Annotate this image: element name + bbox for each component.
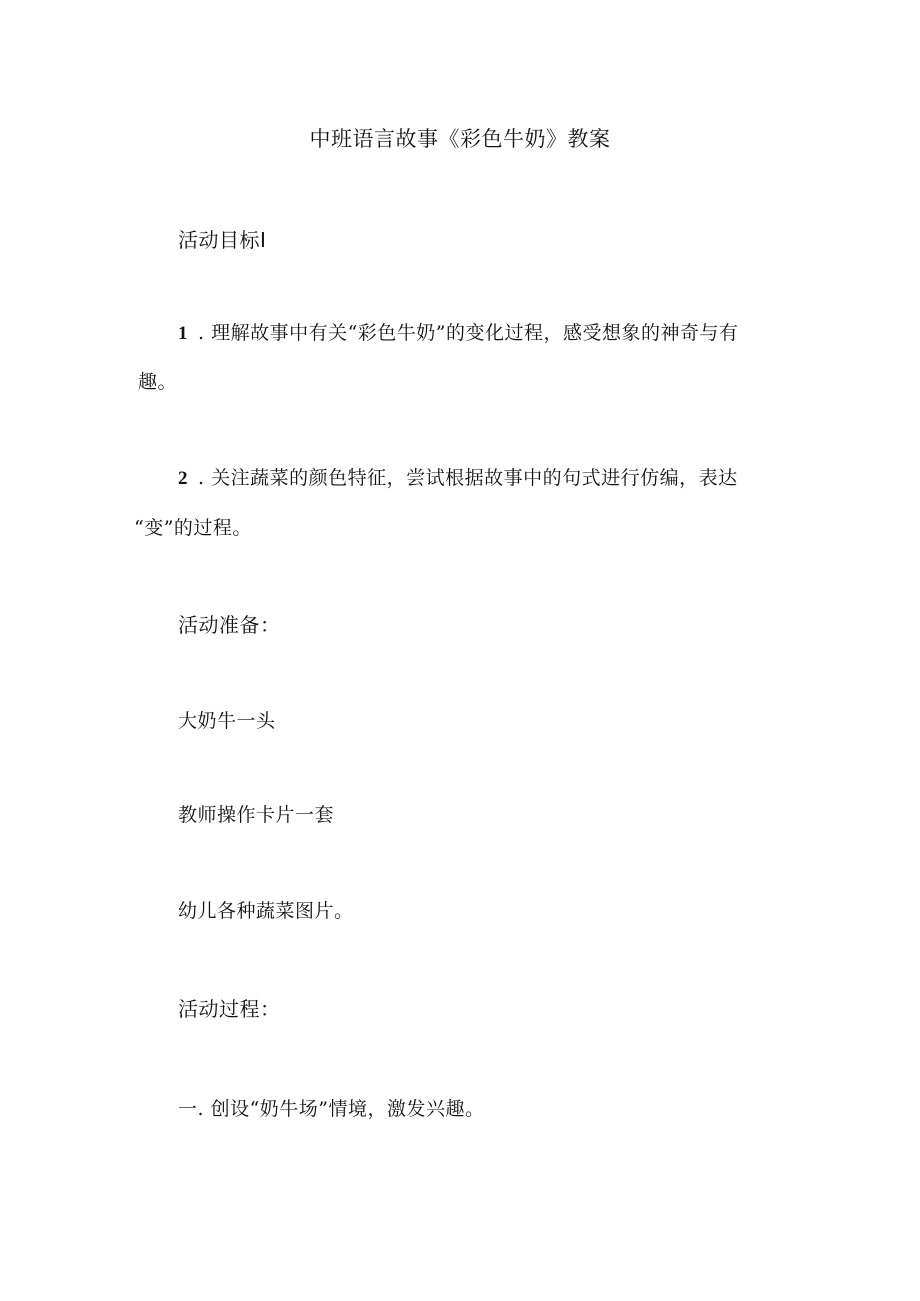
process-heading: 活动过程： bbox=[178, 997, 281, 1021]
goal-item-2-line-2: “变”的过程。 bbox=[134, 517, 252, 539]
preparation-item-1: 大奶牛一头 bbox=[178, 710, 276, 732]
preparation-item-2: 教师操作卡片一套 bbox=[178, 804, 335, 826]
goal-item-2-number: 2 bbox=[178, 468, 188, 489]
goal-item-2-line-1 bbox=[178, 464, 738, 493]
preparation-heading: 活动准备： bbox=[178, 613, 281, 637]
goals-heading: 活动目标I bbox=[178, 228, 267, 252]
goal-item-2-text: . 关注蔬菜的颜色特征，尝试根据故事中的句式进行仿编，表达 bbox=[198, 467, 738, 489]
goal-item-1-line-1 bbox=[178, 319, 739, 348]
document-title: 中班语言故事《彩色牛奶》教案 bbox=[309, 127, 611, 151]
process-item-1: 一. 创设“奶牛场”情境，激发兴趣。 bbox=[178, 1098, 485, 1120]
preparation-item-3: 幼儿各种蔬菜图片。 bbox=[178, 900, 354, 922]
goal-item-1-line-2: 趣。 bbox=[138, 371, 178, 393]
goal-item-1-number: 1 bbox=[178, 323, 188, 344]
goal-item-1-text: . 理解故事中有关“彩色牛奶”的变化过程，感受想象的神奇与有 bbox=[198, 322, 739, 344]
